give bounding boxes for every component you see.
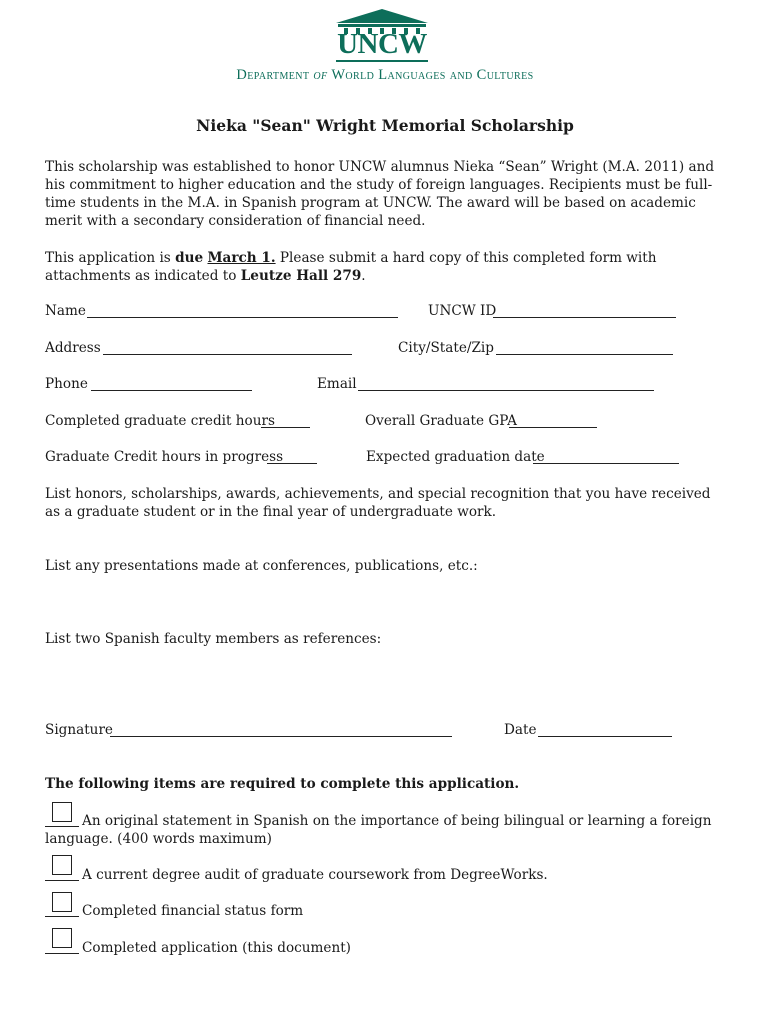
city-state-zip-field[interactable] bbox=[496, 354, 673, 355]
intro-paragraph: This scholarship was established to honor UNCW alumnus Nieka “Sean” Wright (M.A. 2011) and his commitment to higher education and the study of foreign languages. Recipients must be full-time students in the M.A. in Spanish program at UNCW. The award will be based on academic merit with a secondary consideration of financial need. bbox=[45, 159, 715, 229]
uncw-id-label: UNCW ID bbox=[428, 303, 497, 319]
checkbox-financial-status-line bbox=[45, 916, 79, 917]
checklist-item-financial-status: Completed financial status form bbox=[82, 903, 304, 919]
page-title: Nieka "Sean" Wright Memorial Scholarship bbox=[196, 116, 574, 135]
presentations-prompt: List any presentations made at conferences, publications, etc.: bbox=[45, 558, 478, 574]
due-word: due bbox=[175, 250, 204, 266]
due-prefix: This application is bbox=[45, 250, 176, 266]
uncw-id-field[interactable] bbox=[493, 317, 676, 318]
date-label: Date bbox=[504, 722, 537, 738]
checkbox-statement-line bbox=[45, 826, 79, 827]
address-label: Address bbox=[45, 340, 101, 356]
logo-text: UNCW bbox=[337, 28, 427, 60]
due-date: March 1. bbox=[207, 250, 276, 266]
checkbox-financial-status[interactable] bbox=[52, 892, 72, 912]
name-field[interactable] bbox=[87, 317, 398, 318]
phone-field[interactable] bbox=[91, 390, 252, 391]
name-label: Name bbox=[45, 303, 86, 319]
checklist-item-degree-audit: A current degree audit of graduate coursework from DegreeWorks. bbox=[82, 867, 548, 883]
in-progress-label: Graduate Credit hours in progress bbox=[45, 449, 284, 465]
checklist-item-statement-cont: language. (400 words maximum) bbox=[45, 831, 272, 847]
checkbox-degree-audit[interactable] bbox=[52, 855, 72, 875]
department-name bbox=[0, 66, 770, 84]
references-prompt: List two Spanish faculty members as references: bbox=[45, 631, 382, 647]
checklist-item-application: Completed application (this document) bbox=[82, 940, 351, 956]
email-label: Email bbox=[317, 376, 357, 392]
checkbox-application-line bbox=[45, 953, 79, 954]
logo-underline bbox=[336, 60, 428, 62]
credit-hours-field[interactable] bbox=[261, 427, 310, 428]
grad-date-label: Expected graduation date bbox=[366, 449, 545, 465]
required-heading: The following items are required to complete this application. bbox=[45, 776, 520, 792]
due-paragraph bbox=[45, 249, 715, 285]
grad-date-field[interactable] bbox=[533, 463, 679, 464]
due-end: . bbox=[361, 268, 366, 284]
email-field[interactable] bbox=[358, 390, 654, 391]
gpa-label: Overall Graduate GPA bbox=[365, 413, 517, 429]
phone-label: Phone bbox=[45, 376, 88, 392]
in-progress-field[interactable] bbox=[267, 463, 317, 464]
credit-hours-label: Completed graduate credit hours bbox=[45, 413, 275, 429]
checklist-item-statement: An original statement in Spanish on the importance of being bilingual or learning a foreign bbox=[82, 813, 712, 829]
signature-label: Signature bbox=[45, 722, 113, 738]
dept-of: of bbox=[313, 67, 328, 83]
address-field[interactable] bbox=[103, 354, 352, 355]
honors-prompt: List honors, scholarships, awards, achievements, and special recognition that you have received as a graduate student or in the final year of undergraduate work. bbox=[45, 486, 711, 520]
checkbox-statement[interactable] bbox=[52, 802, 72, 822]
gpa-field[interactable] bbox=[509, 427, 597, 428]
dept-part1: Department bbox=[236, 67, 310, 83]
signature-field[interactable] bbox=[110, 736, 452, 737]
checkbox-application[interactable] bbox=[52, 928, 72, 948]
due-location: Leutze Hall 279 bbox=[240, 268, 362, 284]
checkbox-degree-audit-line bbox=[45, 880, 79, 881]
city-state-zip-label: City/State/Zip bbox=[398, 340, 494, 356]
date-field[interactable] bbox=[538, 736, 672, 737]
due-middle: Please submit a hard copy of this completed form with attachments as indicated to bbox=[45, 250, 657, 284]
dept-part2: World Languages and Cultures bbox=[331, 67, 534, 83]
